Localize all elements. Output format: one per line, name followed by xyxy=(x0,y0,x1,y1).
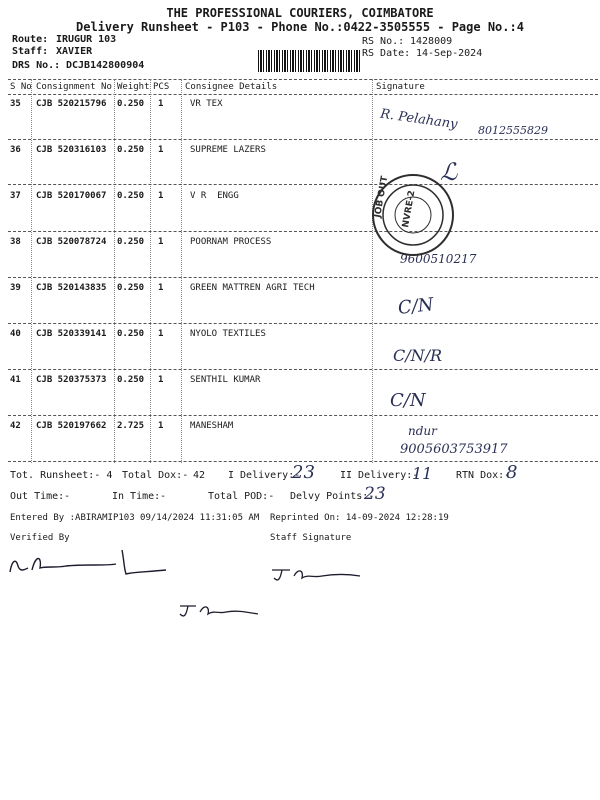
row-weight: 0.250 xyxy=(117,375,145,385)
rtn-dox-value: 8 xyxy=(506,462,518,483)
row-consignment: CJB 520170067 xyxy=(36,191,107,201)
row-sno: 41 xyxy=(10,375,21,385)
col-divider xyxy=(181,79,182,463)
total-dox-value: 42 xyxy=(193,470,206,481)
col-divider xyxy=(114,79,115,463)
signature-cnr: C/N/R xyxy=(393,346,443,365)
row-consignee: NYOLO TEXTILES xyxy=(190,329,266,339)
row-consignment: CJB 520078724 xyxy=(36,237,107,247)
total-pod: Total POD:- xyxy=(208,491,275,502)
col-divider xyxy=(31,79,32,463)
row-pcs: 1 xyxy=(158,191,164,201)
row-sno: 40 xyxy=(10,329,21,339)
tot-runsheet: Tot. Runsheet:- 4 xyxy=(10,470,113,481)
total-dox-label: Total Dox:- xyxy=(122,470,189,481)
col-header-consignment: Consignment No xyxy=(36,82,112,92)
i-delivery-value: 23 xyxy=(292,462,315,483)
row-consignment: CJB 520375373 xyxy=(36,375,107,385)
company-title: THE PROFESSIONAL COURIERS, COIMBATORE xyxy=(166,6,434,20)
entered-by: Entered By :ABIRAMIP103 09/14/2024 11:31:05 AM xyxy=(10,513,260,523)
stamp-inner-text: NVRE-2 xyxy=(401,189,418,229)
job-out-stamp xyxy=(368,170,458,260)
row-rule xyxy=(8,369,598,370)
row-sno: 38 xyxy=(10,237,21,247)
rs-no-value: 1428009 xyxy=(410,36,453,47)
row-rule xyxy=(8,184,598,185)
row-weight: 0.250 xyxy=(117,99,145,109)
signature-cn: C/N xyxy=(390,390,426,411)
signature-phone: 8012555829 xyxy=(478,124,548,137)
row-pcs: 1 xyxy=(158,421,164,431)
row-weight: 0.250 xyxy=(117,329,145,339)
route-value: IRUGUR 103 xyxy=(56,34,117,45)
rs-no-label: RS No.: xyxy=(362,36,405,47)
col-header-consignee: Consignee Details xyxy=(185,82,278,92)
staff-label: Staff: xyxy=(12,46,49,57)
col-header-weight: Weight xyxy=(117,82,150,92)
verified-signature xyxy=(6,542,176,582)
row-consignee: V R ENGG xyxy=(190,191,239,201)
row-sno: 42 xyxy=(10,421,21,431)
row-sno: 39 xyxy=(10,283,21,293)
row-sno: 36 xyxy=(10,145,21,155)
row-pcs: 1 xyxy=(158,375,164,385)
runsheet-subtitle: Delivery Runsheet - P103 - Phone No.:0422-3505555 - Page No.:4 xyxy=(76,20,524,34)
row-pcs: 1 xyxy=(158,283,164,293)
verified-by-label: Verified By xyxy=(10,533,70,543)
row-consignee: SENTHIL KUMAR xyxy=(190,375,261,385)
row-rule xyxy=(8,277,598,278)
signature-scribble: ℒ xyxy=(440,158,458,186)
row-consignment: CJB 520215796 xyxy=(36,99,107,109)
row-rule xyxy=(8,139,598,140)
row-consignee: GREEN MATTREN AGRI TECH xyxy=(190,283,315,293)
row-weight: 0.250 xyxy=(117,191,145,201)
signature-phone: 9600510217 xyxy=(400,252,477,266)
staff-value: XAVIER xyxy=(56,46,93,57)
delvy-points-value: 23 xyxy=(364,484,386,504)
row-pcs: 1 xyxy=(158,237,164,247)
col-divider xyxy=(372,79,373,463)
ii-delivery-label: II Delivery:- xyxy=(340,470,419,481)
staff-signature-label: Staff Signature xyxy=(270,533,352,543)
row-pcs: 1 xyxy=(158,329,164,339)
row-sno: 37 xyxy=(10,191,21,201)
table-top-rule xyxy=(8,79,598,80)
col-header-pcs: PCS xyxy=(153,82,170,92)
col-divider xyxy=(150,79,151,463)
row-rule xyxy=(8,231,598,232)
rtn-dox-label: RTN Dox:- xyxy=(456,470,511,481)
drs-label: DRS No.: xyxy=(12,60,61,71)
row-rule xyxy=(8,323,598,324)
table-header-rule xyxy=(8,94,598,95)
row-pcs: 1 xyxy=(158,99,164,109)
signature-handwritten: R. Pelahany xyxy=(379,106,459,133)
row-consignee: POORNAM PROCESS xyxy=(190,237,272,247)
rs-date-value: 14-Sep-2024 xyxy=(416,48,483,59)
signature-scribble: ndur xyxy=(408,424,437,438)
row-consignee: VR TEX xyxy=(190,99,223,109)
row-weight: 0.250 xyxy=(117,283,145,293)
route-label: Route: xyxy=(12,34,49,45)
row-consignee: MANESHAM xyxy=(190,421,234,431)
row-weight: 2.725 xyxy=(117,421,145,431)
barcode xyxy=(258,50,360,72)
row-consignment: CJB 520143835 xyxy=(36,283,107,293)
col-header-signature: Signature xyxy=(376,82,425,92)
signature-phone: 9005603753917 xyxy=(400,442,508,457)
col-header-sno: S No xyxy=(10,82,32,92)
ii-delivery-value: 11 xyxy=(412,464,433,483)
row-consignment: CJB 520316103 xyxy=(36,145,107,155)
row-weight: 0.250 xyxy=(117,145,145,155)
delvy-points-label: Delvy Points:- xyxy=(290,491,375,502)
drs-value: DCJB142800904 xyxy=(66,60,145,71)
out-time: Out Time:- xyxy=(10,491,71,502)
row-pcs: 1 xyxy=(158,145,164,155)
reprinted-on: Reprinted On: 14-09-2024 12:28:19 xyxy=(270,513,449,523)
row-weight: 0.250 xyxy=(117,237,145,247)
rs-date-label: RS Date: xyxy=(362,48,411,59)
row-consignment: CJB 520197662 xyxy=(36,421,107,431)
staff-signature xyxy=(268,560,368,590)
in-time: In Time:- xyxy=(112,491,167,502)
signature-cn: C/N xyxy=(396,294,435,319)
i-delivery-label: I Delivery:- xyxy=(228,470,301,481)
row-sno: 35 xyxy=(10,99,21,109)
stamp-outer-text: JOB OUT xyxy=(373,175,391,219)
row-consignment: CJB 520339141 xyxy=(36,329,107,339)
row-rule xyxy=(8,415,598,416)
extra-signature xyxy=(176,598,266,628)
row-consignee: SUPREME LAZERS xyxy=(190,145,266,155)
